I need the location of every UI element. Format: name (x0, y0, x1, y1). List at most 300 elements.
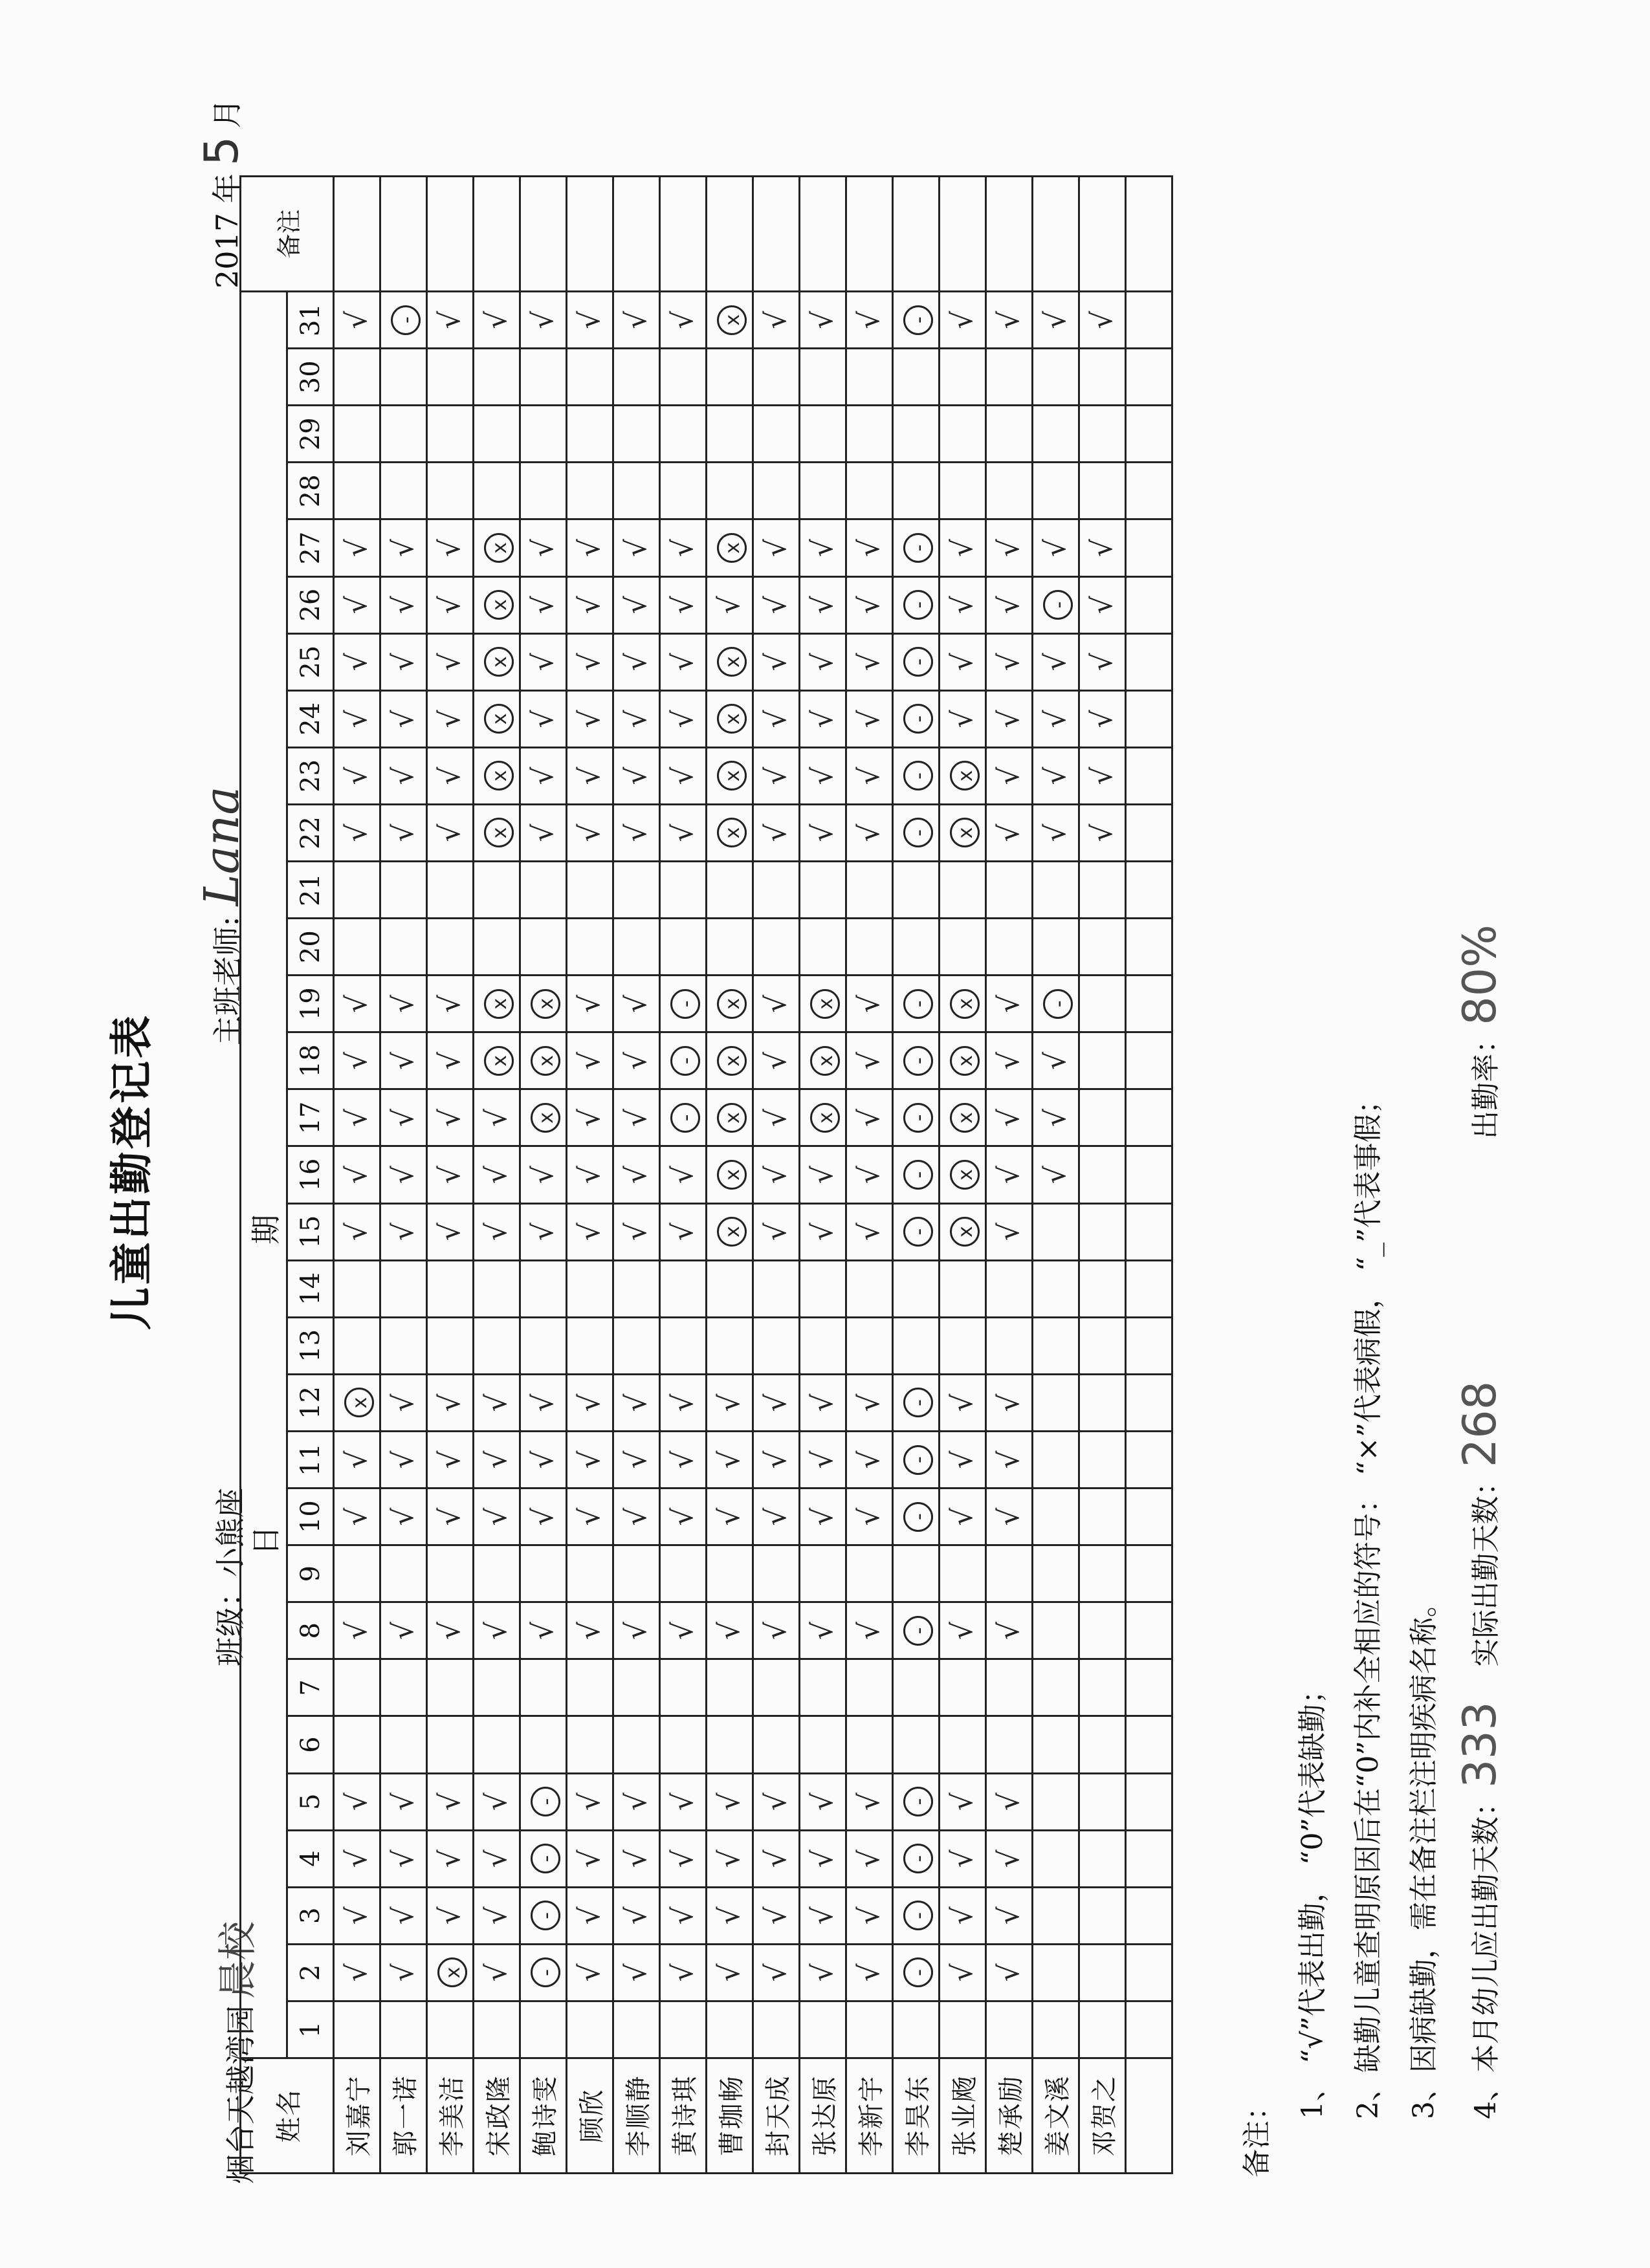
table-row (940, 177, 986, 2174)
sick-leave-mark: x (717, 1160, 747, 1190)
note-2: 2、缺勤儿童查明原因后在“0”内补全相应的符号： “×”代表病假， “_”代表事假； (1352, 1085, 1385, 2119)
attendance-cell (707, 976, 753, 1032)
attendance-cell: √ (427, 690, 474, 747)
attendance-cell: √ (753, 1944, 800, 2001)
attendance-cell: √ (660, 1887, 707, 1944)
personal-leave-mark: - (903, 1844, 933, 1873)
attendance-cell: √ (940, 1887, 986, 1944)
attendance-cell (893, 1431, 940, 1488)
attendance-cell: √ (753, 519, 800, 576)
attendance-cell: √ (567, 1431, 613, 1488)
attendance-cell: √ (940, 1431, 986, 1488)
attendance-cell (753, 1659, 800, 1716)
attendance-cell: √ (986, 292, 1033, 349)
attendance-cell: √ (753, 976, 800, 1032)
attendance-cell: √ (1079, 292, 1126, 349)
attendance-cell: √ (753, 633, 800, 690)
personal-leave-mark: - (531, 1787, 560, 1816)
sick-leave-mark: x (484, 647, 514, 677)
day-header: 30 (287, 349, 334, 406)
attendance-cell (660, 463, 707, 519)
sick-leave-mark: x (484, 1046, 514, 1076)
attendance-table (239, 175, 1173, 2174)
attendance-cell (474, 633, 520, 690)
student-name: 李昊东 (893, 2058, 940, 2174)
note-1: 1、 “√”代表出勤， “0”代表缺勤； (1296, 1675, 1329, 2119)
table-header-row (241, 177, 287, 2174)
attendance-cell: √ (474, 1602, 520, 1659)
attendance-cell (1079, 349, 1126, 406)
attendance-cell (800, 2001, 846, 2058)
attendance-cell (427, 1260, 474, 1317)
attendance-cell (707, 463, 753, 519)
attendance-cell (520, 1773, 567, 1830)
day-header: 21 (287, 862, 334, 919)
remark-cell (940, 177, 986, 292)
attendance-cell: √ (427, 1374, 474, 1431)
student-name: 鲍诗雯 (520, 2058, 567, 2174)
attendance-cell: √ (1079, 690, 1126, 747)
attendance-cell: √ (660, 690, 707, 747)
attendance-cell (660, 1032, 707, 1089)
attendance-cell (1126, 633, 1172, 690)
attendance-cell (893, 1830, 940, 1887)
day-header: 3 (287, 1887, 334, 1944)
attendance-cell (707, 1260, 753, 1317)
attendance-cell: √ (567, 633, 613, 690)
table-row (334, 177, 380, 2174)
student-name: 宋政隆 (474, 2058, 520, 2174)
attendance-cell: √ (427, 1203, 474, 1260)
attendance-cell (1033, 576, 1079, 633)
student-name: 李美洁 (427, 2058, 474, 2174)
attendance-cell (520, 1887, 567, 1944)
year-label: 2017 年 (210, 173, 245, 289)
attendance-cell: √ (520, 1146, 567, 1203)
attendance-cell: √ (660, 1944, 707, 2001)
day-header: 15 (287, 1203, 334, 1260)
attendance-cell (893, 1659, 940, 1716)
sick-leave-mark: x (531, 1046, 560, 1076)
sick-leave-mark: x (484, 761, 514, 791)
attendance-cell: √ (846, 1374, 893, 1431)
sick-leave-mark: x (717, 704, 747, 734)
attendance-cell (474, 1659, 520, 1716)
attendance-cell (893, 1773, 940, 1830)
attendance-cell (474, 1716, 520, 1773)
attendance-cell (520, 406, 567, 463)
attendance-cell: √ (846, 1887, 893, 1944)
attendance-cell (567, 406, 613, 463)
attendance-cell (427, 2001, 474, 2058)
day-header: 7 (287, 1659, 334, 1716)
attendance-cell (940, 1659, 986, 1716)
attendance-cell: √ (986, 1431, 1033, 1488)
attendance-cell (474, 1317, 520, 1374)
attendance-cell (613, 1716, 660, 1773)
attendance-cell: √ (707, 1374, 753, 1431)
attendance-cell: √ (1079, 633, 1126, 690)
sick-leave-mark: x (484, 533, 514, 563)
table-row (707, 177, 753, 2174)
attendance-cell: √ (613, 1602, 660, 1659)
attendance-cell: √ (1079, 576, 1126, 633)
attendance-cell: √ (427, 976, 474, 1032)
attendance-cell: √ (474, 1488, 520, 1545)
sick-leave-mark: x (717, 989, 747, 1019)
attendance-cell (1126, 1089, 1172, 1146)
day-header: 11 (287, 1431, 334, 1488)
day-header: 22 (287, 804, 334, 861)
attendance-cell: √ (380, 633, 427, 690)
attendance-cell: √ (474, 1773, 520, 1830)
attendance-cell (1126, 1773, 1172, 1830)
attendance-cell: √ (474, 1830, 520, 1887)
attendance-cell: √ (334, 804, 380, 861)
sick-leave-mark: x (717, 1046, 747, 1076)
attendance-cell: √ (613, 690, 660, 747)
attendance-cell: √ (800, 292, 846, 349)
attendance-cell: √ (334, 1944, 380, 2001)
attendance-cell: √ (567, 1146, 613, 1203)
attendance-cell: √ (707, 1431, 753, 1488)
attendance-cell: √ (380, 690, 427, 747)
attendance-cell (1033, 1260, 1079, 1317)
attendance-cell: √ (986, 1944, 1033, 2001)
attendance-cell: √ (986, 976, 1033, 1032)
day-header: 10 (287, 1488, 334, 1545)
day-number-row (287, 177, 334, 2174)
attendance-cell (1079, 1488, 1126, 1545)
attendance-cell (613, 1317, 660, 1374)
attendance-cell (1126, 862, 1172, 919)
attendance-cell (940, 1032, 986, 1089)
attendance-cell (613, 349, 660, 406)
attendance-cell (800, 463, 846, 519)
day-header: 4 (287, 1830, 334, 1887)
attendance-cell: √ (846, 1431, 893, 1488)
attendance-cell (613, 463, 660, 519)
attendance-cell: √ (986, 1203, 1033, 1260)
attendance-cell (613, 1545, 660, 1602)
attendance-cell: √ (613, 1146, 660, 1203)
day-header: 2 (287, 1944, 334, 2001)
attendance-cell (1126, 976, 1172, 1032)
attendance-cell (1079, 1773, 1126, 1830)
attendance-cell (1126, 1545, 1172, 1602)
attendance-cell (1079, 1146, 1126, 1203)
sick-leave-mark: x (717, 818, 747, 847)
attendance-cell: √ (753, 1830, 800, 1887)
attendance-cell (846, 1260, 893, 1317)
attendance-cell: √ (986, 1146, 1033, 1203)
attendance-cell (707, 2001, 753, 2058)
attendance-cell (707, 747, 753, 804)
attendance-cell (1033, 1659, 1079, 1716)
attendance-cell: √ (940, 1830, 986, 1887)
attendance-cell: √ (986, 1488, 1033, 1545)
student-name: 封天成 (753, 2058, 800, 2174)
attendance-cell (986, 1716, 1033, 1773)
attendance-cell: √ (660, 1431, 707, 1488)
day-header: 25 (287, 633, 334, 690)
attendance-cell: √ (940, 1602, 986, 1659)
attendance-cell: √ (940, 1488, 986, 1545)
attendance-cell: √ (474, 1944, 520, 2001)
attendance-cell (1126, 576, 1172, 633)
personal-leave-mark: - (903, 305, 933, 335)
sick-leave-mark: x (717, 761, 747, 791)
attendance-cell (334, 2001, 380, 2058)
attendance-cell: √ (334, 747, 380, 804)
attendance-cell (846, 1317, 893, 1374)
attendance-cell: √ (520, 519, 567, 576)
attendance-cell: √ (707, 1602, 753, 1659)
date-header-qi: 期 (248, 1208, 283, 1245)
remark-cell (380, 177, 427, 292)
actual-days-value: 268 (1453, 1380, 1506, 1468)
attendance-cell (753, 1716, 800, 1773)
attendance-cell (940, 1089, 986, 1146)
attendance-cell (427, 406, 474, 463)
personal-leave-mark: - (903, 989, 933, 1019)
attendance-cell: √ (427, 576, 474, 633)
table-row (986, 177, 1033, 2174)
attendance-cell (707, 1203, 753, 1260)
attendance-cell (1126, 1431, 1172, 1488)
attendance-cell: √ (613, 1887, 660, 1944)
attendance-cell (660, 919, 707, 976)
table-row (800, 177, 846, 2174)
attendance-cell (474, 804, 520, 861)
attendance-cell (1126, 1602, 1172, 1659)
attendance-cell: √ (846, 292, 893, 349)
sick-leave-mark: x (484, 590, 514, 620)
attendance-cell (567, 1545, 613, 1602)
day-header: 17 (287, 1089, 334, 1146)
attendance-cell: √ (427, 1488, 474, 1545)
attendance-cell: √ (846, 804, 893, 861)
sick-leave-mark: x (437, 1957, 467, 1987)
student-name: 楚承励 (986, 2058, 1033, 2174)
attendance-cell (1126, 690, 1172, 747)
date-header (241, 292, 287, 2058)
attendance-cell (1126, 349, 1172, 406)
table-row (1079, 177, 1126, 2174)
personal-leave-mark: - (903, 1160, 933, 1190)
remark-cell (753, 177, 800, 292)
attendance-cell: √ (380, 1887, 427, 1944)
attendance-cell (940, 747, 986, 804)
personal-leave-mark: - (903, 647, 933, 677)
attendance-cell (707, 1545, 753, 1602)
attendance-cell: √ (940, 1773, 986, 1830)
attendance-cell (520, 1032, 567, 1089)
attendance-cell (567, 1260, 613, 1317)
attendance-cell (1079, 1260, 1126, 1317)
attendance-cell (707, 1659, 753, 1716)
attendance-cell (707, 1716, 753, 1773)
attendance-cell: √ (334, 1773, 380, 1830)
attendance-cell (567, 862, 613, 919)
attendance-cell: √ (1033, 690, 1079, 747)
attendance-cell (846, 406, 893, 463)
attendance-cell (893, 862, 940, 919)
table-row (753, 177, 800, 2174)
attendance-cell (893, 1545, 940, 1602)
attendance-cell (986, 349, 1033, 406)
attendance-cell (660, 1545, 707, 1602)
attendance-cell: √ (613, 519, 660, 576)
sick-leave-mark: x (950, 1046, 980, 1076)
student-name: 邓贺之 (1079, 2058, 1126, 2174)
attendance-cell: √ (520, 292, 567, 349)
attendance-cell (1126, 1659, 1172, 1716)
attendance-cell (613, 1260, 660, 1317)
attendance-cell: √ (334, 633, 380, 690)
remark-cell (1033, 177, 1079, 292)
attendance-cell (940, 976, 986, 1032)
attendance-cell (1033, 1602, 1079, 1659)
attendance-cell: √ (474, 1089, 520, 1146)
attendance-cell (474, 976, 520, 1032)
student-name: 张业飏 (940, 2058, 986, 2174)
attendance-cell: √ (380, 1146, 427, 1203)
attendance-cell (893, 1203, 940, 1260)
attendance-cell (1033, 976, 1079, 1032)
attendance-cell (707, 862, 753, 919)
attendance-cell: √ (1033, 1032, 1079, 1089)
attendance-cell: √ (707, 1887, 753, 1944)
attendance-cell: √ (613, 1944, 660, 2001)
attendance-cell (1126, 1203, 1172, 1260)
attendance-cell: √ (986, 1773, 1033, 1830)
teacher-name: Lana (194, 786, 250, 906)
attendance-cell (1033, 463, 1079, 519)
student-name: 姜文溪 (1033, 2058, 1079, 2174)
attendance-cell (940, 406, 986, 463)
remark-cell (427, 177, 474, 292)
attendance-cell: √ (613, 1032, 660, 1089)
attendance-cell (800, 1716, 846, 1773)
attendance-cell: √ (1033, 519, 1079, 576)
personal-leave-mark: - (903, 1103, 933, 1133)
attendance-cell (334, 1260, 380, 1317)
remark-cell (1126, 177, 1172, 292)
attendance-cell (1126, 804, 1172, 861)
attendance-cell: √ (427, 519, 474, 576)
sick-leave-mark: x (717, 647, 747, 677)
attendance-cell: √ (660, 576, 707, 633)
attendance-cell: √ (660, 1374, 707, 1431)
attendance-cell (520, 1716, 567, 1773)
personal-leave-mark: - (903, 761, 933, 791)
attendance-cell (940, 1260, 986, 1317)
attendance-cell: √ (427, 1887, 474, 1944)
table-row (427, 177, 474, 2174)
attendance-cell: √ (427, 1431, 474, 1488)
attendance-cell: √ (613, 1089, 660, 1146)
attendance-cell: √ (846, 1944, 893, 2001)
attendance-cell (753, 919, 800, 976)
attendance-cell: √ (986, 1602, 1033, 1659)
attendance-cell: √ (846, 519, 893, 576)
sick-leave-mark: x (717, 1217, 747, 1247)
attendance-cell: √ (520, 576, 567, 633)
table-row (474, 177, 520, 2174)
attendance-cell (1079, 1032, 1126, 1089)
attendance-cell: √ (613, 1488, 660, 1545)
attendance-cell (334, 349, 380, 406)
attendance-cell (1126, 463, 1172, 519)
date-header-ri: 日 (248, 1519, 283, 1556)
attendance-cell (986, 1317, 1033, 1374)
sick-leave-mark: x (717, 1103, 747, 1133)
attendance-cell (846, 1716, 893, 1773)
attendance-cell: √ (846, 747, 893, 804)
attendance-cell: √ (567, 292, 613, 349)
attendance-cell: √ (800, 1374, 846, 1431)
student-name: 黄诗琪 (660, 2058, 707, 2174)
sick-leave-mark: x (531, 989, 560, 1019)
attendance-cell: √ (613, 1203, 660, 1260)
attendance-cell (380, 1260, 427, 1317)
attendance-cell: √ (800, 690, 846, 747)
attendance-cell (613, 1659, 660, 1716)
student-name: 李顺静 (613, 2058, 660, 2174)
student-name: 刘嘉宁 (334, 2058, 380, 2174)
note-4 (1452, 924, 1514, 2119)
attendance-cell: √ (753, 1887, 800, 1944)
attendance-cell (1033, 1716, 1079, 1773)
attendance-cell: √ (753, 1488, 800, 1545)
attendance-cell: √ (427, 1032, 474, 1089)
attendance-cell: √ (660, 804, 707, 861)
student-name: 张达原 (800, 2058, 846, 2174)
attendance-cell (846, 1659, 893, 1716)
personal-leave-mark: - (670, 1046, 700, 1076)
attendance-cell (940, 919, 986, 976)
attendance-cell: √ (520, 1602, 567, 1659)
attendance-cell (1033, 2001, 1079, 2058)
attendance-cell (520, 1545, 567, 1602)
attendance-cell (1033, 1374, 1079, 1431)
expected-days-label: 4、本月幼儿应出勤天数： (1469, 1788, 1502, 2119)
attendance-cell (613, 2001, 660, 2058)
attendance-cell (707, 1089, 753, 1146)
attendance-cell (660, 1260, 707, 1317)
attendance-cell (334, 919, 380, 976)
attendance-cell (520, 919, 567, 976)
personal-leave-mark: - (903, 1046, 933, 1076)
attendance-cell: √ (474, 1431, 520, 1488)
attendance-cell: √ (800, 1431, 846, 1488)
attendance-cell: √ (707, 1830, 753, 1887)
attendance-cell: √ (474, 1203, 520, 1260)
attendance-cell: √ (567, 576, 613, 633)
attendance-cell: √ (613, 1374, 660, 1431)
attendance-cell (474, 519, 520, 576)
attendance-cell: √ (660, 1488, 707, 1545)
personal-leave-mark: - (531, 1957, 560, 1987)
attendance-cell (380, 463, 427, 519)
attendance-cell (800, 1545, 846, 1602)
attendance-cell: √ (940, 633, 986, 690)
attendance-cell: √ (427, 1773, 474, 1830)
attendance-cell (474, 2001, 520, 2058)
student-name: 曹珈畅 (707, 2058, 753, 2174)
attendance-cell: √ (334, 1887, 380, 1944)
